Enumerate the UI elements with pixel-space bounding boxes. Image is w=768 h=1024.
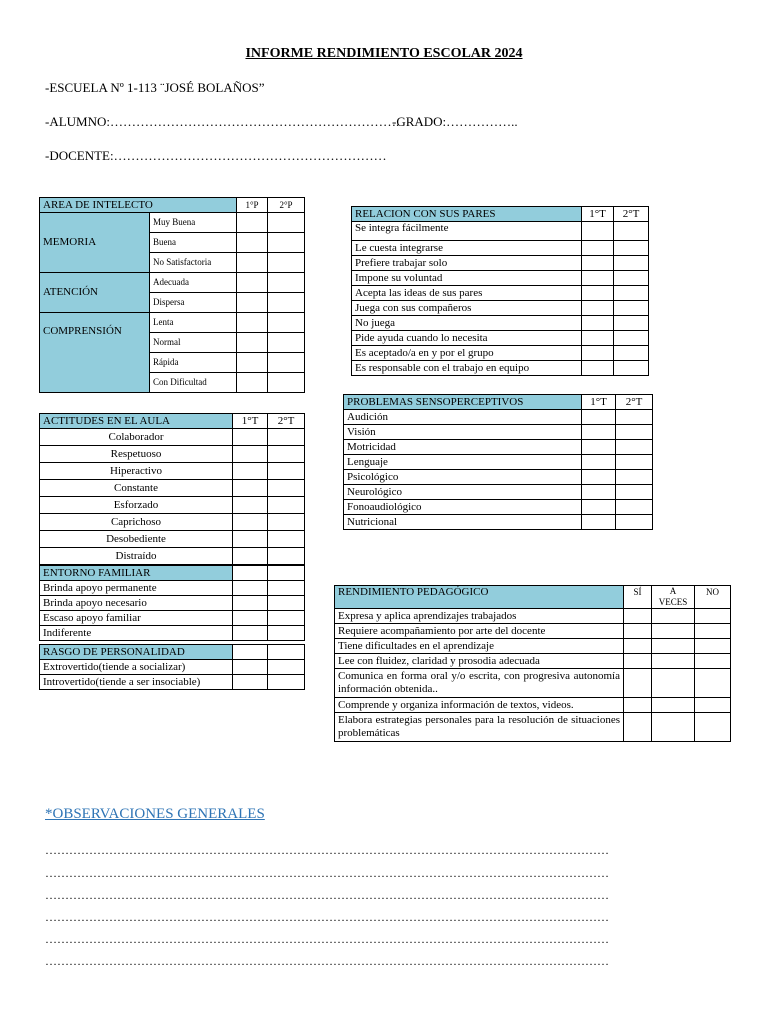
pedagogico-item: Elabora estrategias personales para la resolución de situaciones problemáticas bbox=[335, 713, 624, 742]
check-cell[interactable] bbox=[582, 346, 614, 361]
check-cell[interactable] bbox=[268, 463, 305, 480]
check-cell[interactable] bbox=[582, 286, 614, 301]
sensoperceptivo-item: Lenguaje bbox=[344, 455, 582, 470]
actitud-item: Hiperactivo bbox=[40, 463, 233, 480]
check-cell[interactable] bbox=[582, 241, 614, 256]
check-cell[interactable] bbox=[582, 485, 616, 500]
intelecto-item: No Satisfactoria bbox=[150, 253, 237, 273]
check-cell[interactable] bbox=[652, 654, 695, 669]
check-cell[interactable] bbox=[582, 271, 614, 286]
actitudes-col1: 1°T bbox=[233, 414, 268, 429]
check-cell[interactable] bbox=[233, 463, 268, 480]
intelecto-group: MEMORIA bbox=[40, 213, 150, 273]
pedagogico-col-si: SÍ bbox=[624, 586, 652, 609]
check-cell[interactable] bbox=[582, 361, 614, 376]
pares-col2: 2°T bbox=[614, 207, 649, 222]
rasgo-item: Extrovertido(tiende a socializar) bbox=[40, 660, 233, 675]
sensoperceptivos-title: PROBLEMAS SENSOPERCEPTIVOS bbox=[344, 395, 582, 410]
actitudes-table bbox=[39, 413, 305, 690]
check-cell[interactable] bbox=[695, 669, 731, 698]
observaciones-line[interactable]: …………………………………………………………………………………………………………………………… bbox=[45, 888, 609, 902]
check-cell[interactable] bbox=[233, 497, 268, 514]
observaciones-line[interactable]: …………………………………………………………………………………………………………………………… bbox=[45, 954, 609, 968]
pedagogico-col-aveces: A VECES bbox=[652, 586, 695, 609]
intelecto-col1: 1°P bbox=[237, 198, 268, 213]
pares-table bbox=[351, 206, 649, 376]
sensoperceptivo-item: Visión bbox=[344, 425, 582, 440]
check-cell[interactable] bbox=[233, 581, 268, 596]
actitud-item: Esforzado bbox=[40, 497, 233, 514]
pares-item: Juega con sus compañeros bbox=[352, 301, 582, 316]
actitud-item: Constante bbox=[40, 480, 233, 497]
pares-item: Le cuesta integrarse bbox=[352, 241, 582, 256]
check-cell[interactable] bbox=[233, 548, 268, 566]
check-cell[interactable] bbox=[268, 353, 305, 373]
check-cell[interactable] bbox=[614, 241, 649, 256]
check-cell[interactable] bbox=[616, 425, 653, 440]
check-cell[interactable] bbox=[268, 213, 305, 233]
check-cell[interactable] bbox=[695, 698, 731, 713]
check-cell[interactable] bbox=[624, 624, 652, 639]
pares-item: Es aceptado/a en y por el grupo bbox=[352, 346, 582, 361]
check-cell[interactable] bbox=[582, 301, 614, 316]
pares-item: Se integra fácilmente bbox=[352, 222, 582, 241]
check-cell[interactable] bbox=[616, 515, 653, 530]
check-cell[interactable] bbox=[652, 609, 695, 624]
check-cell[interactable] bbox=[582, 500, 616, 515]
observaciones-title: *OBSERVACIONES GENERALES bbox=[45, 806, 265, 822]
check-cell[interactable] bbox=[624, 698, 652, 713]
check-cell[interactable] bbox=[652, 639, 695, 654]
check-cell[interactable] bbox=[237, 233, 268, 253]
sensoperceptivo-item: Nutricional bbox=[344, 515, 582, 530]
check-cell[interactable] bbox=[268, 480, 305, 497]
check-cell[interactable] bbox=[268, 531, 305, 548]
sensoperceptivo-item: Fonoaudiológico bbox=[344, 500, 582, 515]
entorno-item: Brinda apoyo permanente bbox=[40, 581, 233, 596]
rasgo-title: RASGO DE PERSONALIDAD bbox=[40, 645, 233, 660]
check-cell[interactable] bbox=[268, 660, 305, 675]
entorno-title: ENTORNO FAMILIAR bbox=[40, 565, 233, 581]
pedagogico-item: Tiene dificultades en el aprendizaje bbox=[335, 639, 624, 654]
check-cell[interactable] bbox=[624, 713, 652, 742]
check-cell[interactable] bbox=[616, 500, 653, 515]
check-cell[interactable] bbox=[268, 497, 305, 514]
check-cell[interactable] bbox=[268, 611, 305, 626]
pedagogico-table bbox=[334, 585, 731, 742]
observaciones-line[interactable]: …………………………………………………………………………………………………………………………… bbox=[45, 866, 609, 880]
check-cell[interactable] bbox=[233, 514, 268, 531]
docente-field[interactable]: -DOCENTE:……………………………………………………… bbox=[45, 148, 387, 163]
check-cell[interactable] bbox=[582, 515, 616, 530]
check-cell[interactable] bbox=[268, 233, 305, 253]
pedagogico-col-no: NO bbox=[695, 586, 731, 609]
intelecto-group: ATENCIÓN bbox=[40, 273, 150, 313]
sensoperceptivos-table bbox=[343, 394, 653, 530]
pares-item: Pide ayuda cuando lo necesita bbox=[352, 331, 582, 346]
check-cell[interactable] bbox=[268, 446, 305, 463]
check-cell[interactable] bbox=[268, 429, 305, 446]
intelecto-item: Normal bbox=[150, 333, 237, 353]
check-cell[interactable] bbox=[237, 353, 268, 373]
check-cell[interactable] bbox=[616, 485, 653, 500]
pedagogico-item: Requiere acompañamiento por arte del docente bbox=[335, 624, 624, 639]
pares-item: Impone su voluntad bbox=[352, 271, 582, 286]
check-cell[interactable] bbox=[268, 293, 305, 313]
sensoperceptivos-col1: 1°T bbox=[582, 395, 616, 410]
sensoperceptivos-col2: 2°T bbox=[616, 395, 653, 410]
check-cell[interactable] bbox=[268, 675, 305, 690]
check-cell[interactable] bbox=[582, 455, 616, 470]
intelecto-col2: 2°P bbox=[268, 198, 305, 213]
check-cell[interactable] bbox=[237, 213, 268, 233]
check-cell[interactable] bbox=[268, 253, 305, 273]
check-cell[interactable] bbox=[624, 609, 652, 624]
check-cell[interactable] bbox=[624, 639, 652, 654]
check-cell[interactable] bbox=[652, 698, 695, 713]
check-cell[interactable] bbox=[582, 410, 616, 425]
check-cell[interactable] bbox=[233, 675, 268, 690]
intelecto-item: Dispersa bbox=[150, 293, 237, 313]
pares-title: RELACION CON SUS PARES bbox=[352, 207, 582, 222]
check-cell[interactable] bbox=[614, 331, 649, 346]
check-cell[interactable] bbox=[268, 626, 305, 641]
page-title: INFORME RENDIMIENTO ESCOLAR 2024 bbox=[245, 46, 523, 61]
check-cell[interactable] bbox=[614, 256, 649, 271]
check-cell[interactable] bbox=[233, 429, 268, 446]
intelecto-item: Con Dificultad bbox=[150, 373, 237, 393]
check-cell[interactable] bbox=[614, 301, 649, 316]
check-cell[interactable] bbox=[268, 548, 305, 566]
check-cell[interactable] bbox=[652, 669, 695, 698]
check-cell[interactable] bbox=[268, 373, 305, 393]
pares-col1: 1°T bbox=[582, 207, 614, 222]
check-cell[interactable] bbox=[695, 609, 731, 624]
check-cell[interactable] bbox=[268, 514, 305, 531]
intelecto-group: COMPRENSIÓN bbox=[40, 313, 150, 393]
actitudes-col2: 2°T bbox=[268, 414, 305, 429]
check-cell[interactable] bbox=[237, 373, 268, 393]
pedagogico-item: Comunica en forma oral y/o escrita, con progresiva autonomía información obtenida.. bbox=[335, 669, 624, 698]
check-cell[interactable] bbox=[268, 313, 305, 333]
check-cell[interactable] bbox=[233, 660, 268, 675]
sensoperceptivo-item: Neurológico bbox=[344, 485, 582, 500]
entorno-item: Indiferente bbox=[40, 626, 233, 641]
rasgo-item: Introvertido(tiende a ser insociable) bbox=[40, 675, 233, 690]
check-cell[interactable] bbox=[268, 596, 305, 611]
check-cell[interactable] bbox=[614, 271, 649, 286]
alumno-field[interactable]: -ALUMNO:…………………………………………………………. bbox=[45, 114, 400, 129]
check-cell[interactable] bbox=[614, 222, 649, 241]
check-cell[interactable] bbox=[582, 470, 616, 485]
check-cell[interactable] bbox=[237, 333, 268, 353]
sensoperceptivo-item: Audición bbox=[344, 410, 582, 425]
pedagogico-item: Expresa y aplica aprendizajes trabajados bbox=[335, 609, 624, 624]
actitud-item: Caprichoso bbox=[40, 514, 233, 531]
pares-item: No juega bbox=[352, 316, 582, 331]
check-cell[interactable] bbox=[582, 256, 614, 271]
check-cell[interactable] bbox=[616, 455, 653, 470]
check-cell[interactable] bbox=[268, 581, 305, 596]
check-cell[interactable] bbox=[233, 596, 268, 611]
pares-item: Acepta las ideas de sus pares bbox=[352, 286, 582, 301]
check-cell[interactable] bbox=[614, 346, 649, 361]
check-cell[interactable] bbox=[233, 611, 268, 626]
actitud-item: Respetuoso bbox=[40, 446, 233, 463]
sensoperceptivo-item: Psicológico bbox=[344, 470, 582, 485]
check-cell[interactable] bbox=[624, 669, 652, 698]
entorno-item: Brinda apoyo necesario bbox=[40, 596, 233, 611]
pares-item: Prefiere trabajar solo bbox=[352, 256, 582, 271]
actitud-item: Colaborador bbox=[40, 429, 233, 446]
observaciones-line[interactable]: …………………………………………………………………………………………………………………………… bbox=[45, 843, 609, 857]
check-cell[interactable] bbox=[616, 410, 653, 425]
check-cell[interactable] bbox=[624, 654, 652, 669]
check-cell[interactable] bbox=[616, 440, 653, 455]
pedagogico-title: RENDIMIENTO PEDAGÓGICO bbox=[335, 586, 624, 609]
intelecto-item: Muy Buena bbox=[150, 213, 237, 233]
observaciones-line[interactable]: …………………………………………………………………………………………………………………………… bbox=[45, 932, 609, 946]
check-cell[interactable] bbox=[233, 480, 268, 497]
actitud-item: Desobediente bbox=[40, 531, 233, 548]
check-cell[interactable] bbox=[233, 626, 268, 641]
check-cell[interactable] bbox=[582, 440, 616, 455]
check-cell[interactable] bbox=[237, 253, 268, 273]
entorno-item: Escaso apoyo familiar bbox=[40, 611, 233, 626]
check-cell[interactable] bbox=[268, 273, 305, 293]
intelecto-title: AREA DE INTELECTO bbox=[40, 198, 237, 213]
intelecto-item: Lenta bbox=[150, 313, 237, 333]
intelecto-item: Buena bbox=[150, 233, 237, 253]
check-cell[interactable] bbox=[695, 654, 731, 669]
check-cell[interactable] bbox=[233, 446, 268, 463]
intelecto-item: Adecuada bbox=[150, 273, 237, 293]
sensoperceptivo-item: Motricidad bbox=[344, 440, 582, 455]
intelecto-table bbox=[39, 197, 305, 393]
check-cell[interactable] bbox=[582, 316, 614, 331]
check-cell[interactable] bbox=[652, 624, 695, 639]
pedagogico-item: Comprende y organiza información de textos, videos. bbox=[335, 698, 624, 713]
intelecto-item: Rápida bbox=[150, 353, 237, 373]
check-cell[interactable] bbox=[582, 222, 614, 241]
actitudes-title: ACTITUDES EN EL AULA bbox=[40, 414, 233, 429]
escuela-line: -ESCUELA Nº 1-113 ¨JOSÉ BOLAÑOS” bbox=[45, 80, 265, 95]
check-cell[interactable] bbox=[614, 286, 649, 301]
check-cell[interactable] bbox=[582, 425, 616, 440]
check-cell[interactable] bbox=[695, 624, 731, 639]
check-cell[interactable] bbox=[237, 313, 268, 333]
check-cell[interactable] bbox=[652, 713, 695, 742]
check-cell[interactable] bbox=[237, 273, 268, 293]
check-cell[interactable] bbox=[695, 713, 731, 742]
check-cell[interactable] bbox=[233, 531, 268, 548]
check-cell[interactable] bbox=[268, 333, 305, 353]
grado-field[interactable]: -GRADO:…………….. bbox=[392, 114, 518, 129]
observaciones-line[interactable]: …………………………………………………………………………………………………………………………… bbox=[45, 910, 609, 924]
check-cell[interactable] bbox=[582, 331, 614, 346]
check-cell[interactable] bbox=[614, 361, 649, 376]
pares-item: Es responsable con el trabajo en equipo bbox=[352, 361, 582, 376]
check-cell[interactable] bbox=[614, 316, 649, 331]
check-cell[interactable] bbox=[237, 293, 268, 313]
actitud-item: Distraído bbox=[40, 548, 233, 566]
pedagogico-item: Lee con fluidez, claridad y prosodia adecuada bbox=[335, 654, 624, 669]
check-cell[interactable] bbox=[695, 639, 731, 654]
check-cell[interactable] bbox=[616, 470, 653, 485]
